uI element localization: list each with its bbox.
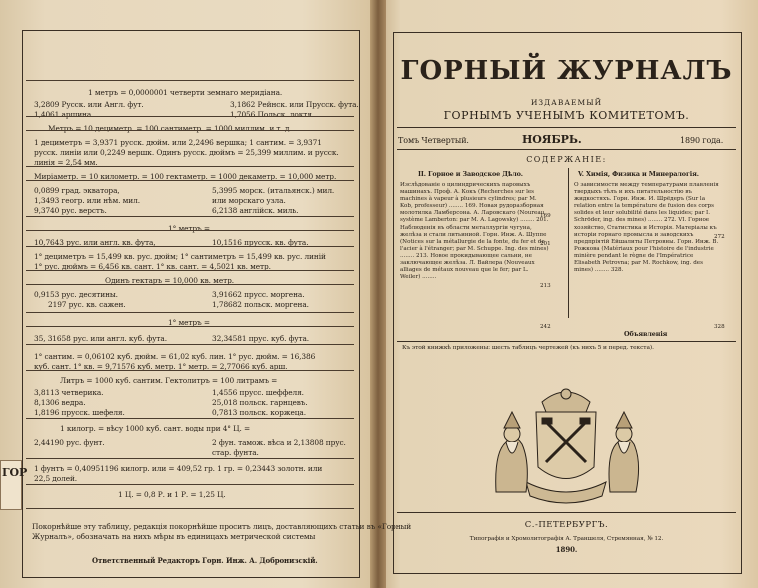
table-line: 1,8196 прусск. шефеля. [34, 408, 125, 417]
table-line: 1° сантим. = 0,06102 куб. дюйм. = 61,02 куб. лин. 1° рус. дюйм. = 16,386 [34, 352, 316, 361]
table-line: Одинъ гектаръ = 10,000 кв. метр. [105, 276, 234, 285]
table-rule [26, 418, 354, 419]
table-line: 25,018 польск. гарнцевъ. [212, 398, 308, 407]
table-line: 1,78682 польск. моргена. [212, 300, 309, 309]
table-line: 3,2809 Русск. или Англ. фут. [34, 100, 144, 109]
table-line: 1,7056 Польск. локтя. [230, 110, 315, 119]
table-line: 2,44190 рус. фунт. [34, 438, 105, 447]
table-line: Метръ = 10 дециметр. = 100 сантиметр. = 1000 миллим. и т. д. [48, 124, 292, 133]
table-rule [26, 180, 354, 181]
table-line: 1 килогр. = вѣсу 1000 куб. сант. воды при 4° Ц. = [60, 424, 251, 433]
contents-rule [397, 341, 736, 342]
torn-page-strip [0, 460, 28, 510]
torn-strip-text: ГОР [2, 466, 28, 479]
table-line: 0,0899 град. экватора, [34, 186, 120, 195]
attachment-note: Къ этой книжкѣ приложены: шесть таблицъ чертежей (къ нихъ 5 и перед. текста). [402, 345, 654, 351]
table-rule [26, 344, 354, 345]
table-line: линія = 2,54 мм. [34, 158, 98, 167]
table-line: 1 метръ = 0,0000001 четверти земнаго меридіана. [88, 88, 283, 97]
issue-month: НОЯБРЬ. [522, 133, 582, 146]
table-rule [26, 458, 354, 459]
table-line: 2197 рус. кв. сажен. [48, 300, 126, 309]
table-line: 2 фун. тамож. вѣса и 2,13808 прус. [212, 438, 346, 447]
table-line: 0,9153 рус. десятины. [34, 290, 118, 299]
toc-column-mining: Изслѣдованіе о цилиндрическихъ паровыхъ машинахъ. Проф. А. Кокъ (Recherches sur les machines à vapeur à plusieurs cylindres; par M. Kob, professeur) ........ 169. Новая рудоразборная молотилка Ламберсона. А. Ларовскаго (Noureau système Lamberton: par M. A. Lagowsky) ........ 201. Наблюденія въ области металлургіи чугуна, желѣза и стали литьиниой. Горн. Инж. А. Шуппе (Notices sur la métallurgie de la fonte, du fer et de l'acier à l'étranger; par M. Schuppe. Ing. des mines) ........ 213. Новое прокидывающее сальни, не заключающее желѣза. Л. Вайлера (Nouveaux alliages de métaux nouveau que le fer; par L. Weiler) ........ [400, 182, 549, 281]
book-spine [370, 0, 386, 588]
coat-of-arms-emblem [476, 372, 656, 512]
table-line: 1,4061 аршина [34, 110, 92, 119]
table-rule [26, 166, 354, 167]
table-rule [26, 216, 354, 217]
table-line: русск. линіи или 0,2249 вершк. Одинъ русск. дюймъ = 25,399 миллим. и русск. [34, 148, 339, 157]
table-line: 1 фунтъ = 0,40951196 килогр. или = 409,52 гр. 1 гр. = 0,23443 золотн. или [34, 464, 323, 473]
table-line: Покорнѣйше эту таблицу, редакція покорнѣйше проситъ лицъ, доставляющихъ статьи въ «Горный [32, 522, 412, 531]
imprint-city: С.-ПЕТЕРБУРГЪ. [524, 520, 609, 530]
table-line: 3,91662 прусс. моргена. [212, 290, 305, 299]
table-line: куб. сант. 1° кв. = 9,71576 куб. метр. 1° метр. = 2,77066 куб. арш. [34, 362, 288, 371]
table-line: 3,8113 четверика. [34, 388, 104, 397]
table-line: 1° дециметръ = 15,499 кв. рус. дюйм; 1° сантиметръ = 15,499 кв. рус. линій [34, 252, 326, 261]
published-by: ИЗДАВАЕМЫЙ [530, 98, 603, 107]
table-rule [26, 508, 354, 509]
journal-title: ГОРНЫЙ ЖУРНАЛЪ [400, 56, 733, 86]
table-line: Миріаметр. = 10 километр. = 100 гектаметр. = 1000 декаметр. = 10,000 метр. [34, 172, 337, 181]
table-line: 32,34581 прус. куб. фута. [212, 334, 310, 343]
section-chemistry-heading: V. Химія, Физика и Минералогія. [578, 170, 699, 178]
table-line: 1° рус. дюймъ = 6,456 кв. сант. 1° кв. сант. = 4,5021 кв. метр. [34, 262, 271, 271]
table-rule [26, 80, 354, 81]
table-rule [26, 326, 354, 327]
imprint-rule [397, 512, 736, 513]
imprint-printer: Типографія и Хромолитографія А. Траншеля, Стремянная, № 12. [469, 536, 664, 542]
table-rule [26, 230, 354, 231]
page-number: 242 [540, 324, 551, 330]
table-line: 1° метръ = [168, 318, 210, 327]
page-number: 213 [540, 283, 551, 289]
table-line: 0,7813 польск. коржеца. [212, 408, 306, 417]
table-rule [26, 312, 354, 313]
table-line: 22,5 долей. [34, 474, 78, 483]
table-line: стар. фунта. [212, 448, 259, 457]
table-rule [26, 246, 354, 247]
table-rule [26, 484, 354, 485]
announcements-heading: Объявленія [624, 330, 668, 338]
header-rule [397, 127, 736, 128]
editor-signature: Ответственный Редакторъ Горн. Инж. А. Добронизскій. [92, 556, 318, 565]
table-line: 10,7643 рус. или англ. кв. фута, [34, 238, 156, 247]
table-line: или морскаго узла. [212, 196, 286, 205]
page-number: 169 [540, 213, 551, 219]
committee-name: ГОРНЫМЪ УЧЕНЫМЪ КОМИТЕТОМЪ. [443, 109, 690, 122]
issue-year: 1890 года. [680, 136, 724, 145]
table-rule [26, 270, 354, 271]
table-rule [26, 116, 354, 117]
table-line: Журналъ», обозначать на нихъ мѣры въ единицахъ метрической системы [32, 532, 316, 541]
table-line: 1,3493 геогр. или нѣм. мил. [34, 196, 140, 205]
table-line: 1 Ц. = 0,8 Р. и 1 Р. = 1,25 Ц. [118, 490, 226, 499]
page-number: 201 [540, 241, 551, 247]
table-line: 10,1516 прусск. кв. фута. [212, 238, 309, 247]
table-rule [26, 284, 354, 285]
table-line: Литръ = 1000 куб. сантим. Гектолитръ = 100 литрамъ = [60, 376, 278, 385]
volume-rule [397, 149, 736, 150]
table-line: 5,3995 морск. (итальянск.) мил. [212, 186, 335, 195]
table-line: 1° метръ = [168, 224, 210, 233]
toc-column-chemistry: О зависимости между температурами плавленія твердыхъ тѣлъ и ихъ питательностію въ жидкостяхъ. Горн. Инж. И. Шрёдеръ (Sur la relation entre la température de fusion des corps solides et leur solubilité dans les liquides; par I. Schröder, ing. des mines) ........ 272. VI. Горное хозяйство, Статистика и Исторія. Матеріалы къ исторіи горнаго промысла и заводскихъ предпріятій Ейшалиты Петровны. Горн. Инж. В. Рожкова (Matériaux pour l'histoire de l'industrie minière pendant le règne de l'Impératrice Elisabeth Petrovna; par M. Rochkow, ing. des mines) ........ 328. [574, 182, 719, 274]
table-line: 35, 31658 рус. или англ. куб. фута. [34, 334, 167, 343]
table-rule [26, 130, 354, 131]
section-mining-heading: II. Горное и Заводское Дѣло. [418, 170, 523, 178]
table-line: 9,3740 рус. верстъ. [34, 206, 107, 215]
table-line: 8,1306 ведра. [34, 398, 86, 407]
table-line: 1,4556 прусс. шеффеля. [212, 388, 304, 397]
table-line: 3,1862 Рейнск. или Прусск. фута. [230, 100, 359, 109]
column-divider [568, 168, 569, 318]
page-number: 328 [714, 324, 725, 330]
page-number: 272 [714, 234, 725, 240]
table-line: 6,2138 англійск. миль. [212, 206, 299, 215]
table-rule [26, 370, 354, 371]
imprint-year: 1890. [555, 545, 578, 554]
table-line: 1 дециметръ = 3,9371 русск. дюйм. или 2,2496 вершка; 1 сантим. = 3,9371 [34, 138, 322, 147]
contents-heading: СОДЕРЖАНІЕ: [526, 155, 607, 164]
volume-label: Томъ Четвертый. [398, 136, 469, 145]
